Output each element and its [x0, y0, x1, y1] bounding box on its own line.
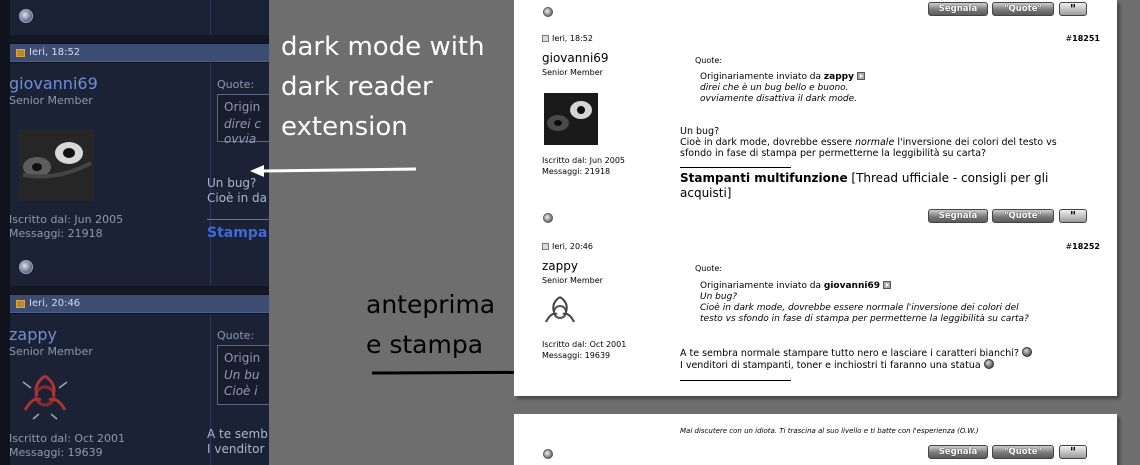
quote-label: Quote:	[217, 78, 255, 91]
quote-text-line: Cioè in dark mode, dovrebbe essere normale l'inversione dei colori del	[700, 303, 1019, 313]
post-number[interactable]: #18252	[1065, 242, 1100, 251]
online-status-icon	[19, 9, 33, 23]
post-icon	[16, 49, 25, 57]
post-text-line: Cioè in da	[207, 191, 267, 205]
quote-label: Quote:	[695, 264, 723, 273]
report-button[interactable]: Segnala	[928, 2, 988, 16]
print-preview-page	[514, 0, 1117, 396]
status-icon	[543, 7, 553, 17]
status-icon	[543, 213, 553, 223]
signature-divider	[680, 167, 791, 168]
username[interactable]: giovanni69	[9, 74, 98, 93]
quote-attribution: Originariamente inviato da zappy	[700, 72, 865, 83]
annotation-print-preview: anteprima e stampa	[366, 290, 496, 359]
annotation-arrow-left	[248, 160, 418, 180]
quote-box: Origin direi c ovvia	[217, 94, 269, 142]
username[interactable]: zappy	[542, 259, 578, 273]
post-text-line: I venditor	[207, 442, 265, 456]
post-text-line: A te semb	[207, 427, 268, 441]
post-text-line: sfondo in fase di stampa per permetterne la leggibilità su carta?	[680, 148, 987, 159]
post-date: Ieri, 20:46	[29, 298, 81, 309]
avatar	[19, 129, 94, 201]
multiquote-button[interactable]: "	[1059, 209, 1087, 223]
avatar	[19, 370, 71, 420]
post-header	[10, 295, 269, 313]
quote-button[interactable]: "Quote"	[992, 445, 1054, 459]
post-count: Messaggi: 21918	[542, 167, 611, 176]
post-date: Ieri, 18:52	[29, 47, 81, 58]
post-header	[10, 44, 269, 62]
post-count: Messaggi: 21918	[9, 227, 103, 240]
post-icon	[542, 35, 549, 42]
username[interactable]: zappy	[9, 325, 57, 344]
avatar	[544, 93, 598, 145]
report-button[interactable]: Segnala	[928, 445, 988, 459]
signature-line: Mai discutere con un idiota. Ti trascina al suo livello e ti batte con l'esperienza (O.W.)	[680, 427, 979, 435]
signature-divider	[207, 219, 269, 220]
previous-post-footer	[10, 0, 269, 35]
user-title: Senior Member	[542, 68, 603, 77]
user-title: Senior Member	[542, 276, 603, 285]
annotation-dark-reader: dark mode with dark reader extension	[281, 32, 485, 142]
post-date: Ieri, 20:46	[542, 242, 593, 251]
post-icon	[542, 243, 549, 250]
print-preview-page	[514, 414, 1117, 465]
post-text-line: I venditori di stampanti, toner e inchiostri ti faranno una statua	[680, 359, 994, 372]
smiley-icon	[1022, 347, 1032, 357]
signature-line: acquisti]	[680, 186, 732, 200]
multiquote-button[interactable]: "	[1059, 2, 1087, 16]
post-count: Messaggi: 19639	[542, 351, 611, 360]
join-date: Iscritto dal: Oct 2001	[9, 432, 125, 445]
post-text-line: Un bug?	[207, 176, 257, 190]
quote-button[interactable]: "Quote"	[992, 2, 1054, 16]
post-count: Messaggi: 19639	[9, 446, 103, 459]
avatar	[542, 293, 578, 329]
user-title: Senior Member	[9, 94, 93, 107]
quote-text-line: Un bug?	[700, 292, 738, 302]
user-title: Senior Member	[9, 345, 93, 358]
smiley-icon	[984, 359, 994, 369]
quote-text-line: ovviamente disattiva il dark mode.	[700, 94, 858, 104]
quote-text-line: testo vs sfondo in fase di stampa per permetterne la leggibilità su carta?	[700, 314, 1029, 324]
post-date: Ieri, 18:52	[542, 34, 593, 43]
quote-label: Quote:	[695, 56, 723, 65]
view-post-icon[interactable]	[883, 281, 891, 289]
post-text-line: Un bug?	[680, 126, 720, 137]
quote-label: Quote:	[217, 329, 255, 342]
join-date: Iscritto dal: Jun 2005	[9, 213, 124, 226]
quote-box: Origin Un bu Cioè i	[217, 345, 269, 405]
join-date: Iscritto dal: Jun 2005	[542, 156, 625, 165]
quote-attribution: Originariamente inviato da giovanni69	[700, 281, 891, 292]
online-status-icon	[19, 260, 33, 274]
username[interactable]: giovanni69	[542, 51, 609, 65]
post-text-line: A te sembra normale stampare tutto nero e lasciare i caratteri bianchi?	[680, 347, 1032, 360]
report-button[interactable]: Segnala	[928, 209, 988, 223]
quote-button[interactable]: "Quote"	[992, 209, 1054, 223]
signature-link[interactable]: Stampa	[207, 225, 268, 241]
multiquote-button[interactable]: "	[1059, 445, 1087, 459]
post-text-line: Cioè in dark mode, dovrebbe essere normale l'inversione dei colori del testo vs	[680, 137, 1057, 148]
signature[interactable]: Stampanti multifunzione [Thread ufficiale - consigli per gli	[680, 171, 1049, 185]
signature-divider	[680, 380, 791, 381]
dark-mode-forum-panel	[0, 0, 269, 465]
quote-text-line: direi che è un bug bello e buono.	[700, 83, 849, 93]
view-post-icon[interactable]	[857, 72, 865, 80]
post-icon	[16, 300, 25, 308]
status-icon	[543, 449, 553, 459]
post-number[interactable]: #18251	[1065, 34, 1100, 43]
join-date: Iscritto dal: Oct 2001	[542, 340, 627, 349]
